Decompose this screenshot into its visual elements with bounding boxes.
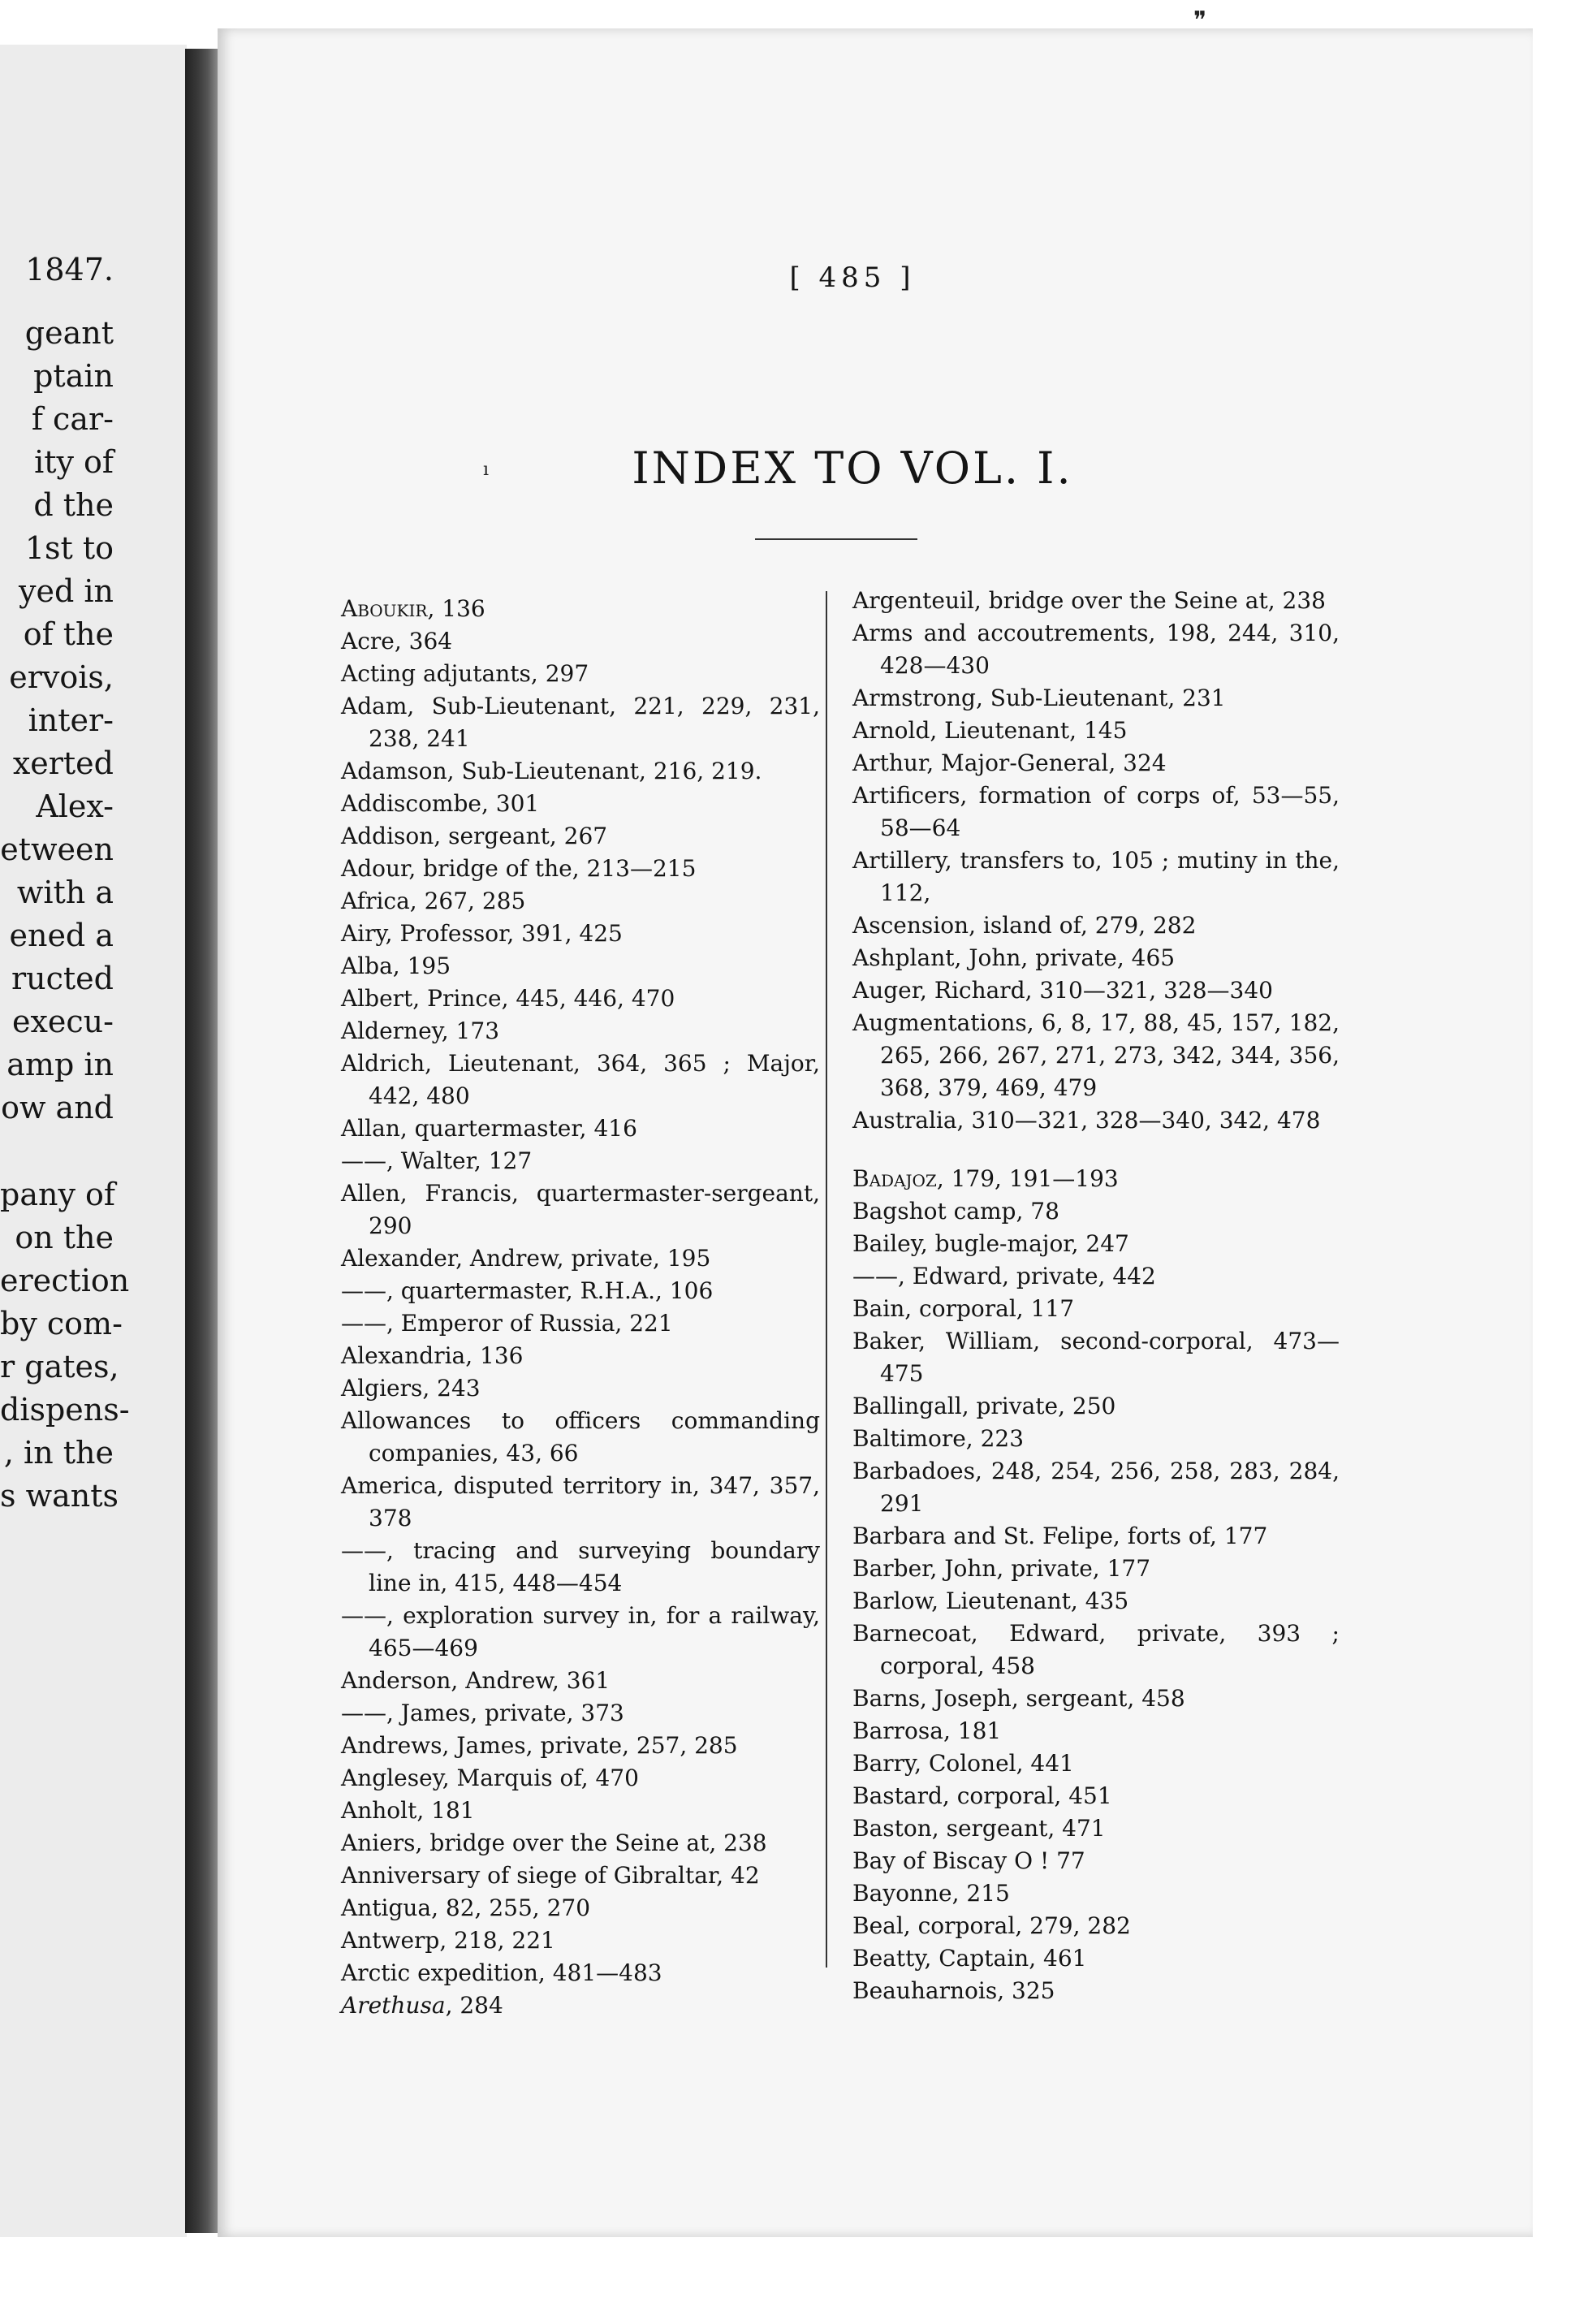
index-entry-text: ——, exploration survey in, for a railway, 465—469 [341, 1602, 820, 1661]
previous-page-line: s wants [0, 1478, 119, 1514]
index-entry-text: Addiscombe, 301 [341, 790, 540, 817]
index-entry-text: Addison, sergeant, 267 [341, 823, 608, 849]
title-rule-divider [755, 538, 917, 540]
previous-page-line: ity of [34, 444, 114, 480]
index-entry [341, 1048, 820, 1112]
index-entry-text: Ascension, island of, 279, 282 [852, 912, 1197, 939]
index-column-left [341, 593, 820, 2022]
index-entry [341, 1242, 820, 1275]
index-entry-text: Anderson, Andrew, 361 [341, 1667, 611, 1694]
index-entry-text: ——, quartermaster, R.H.A., 106 [341, 1277, 714, 1304]
index-entry [341, 625, 820, 658]
index-entry [341, 885, 820, 918]
index-entry-text: Barbadoes, 248, 254, 256, 258, 283, 284, 291 [852, 1458, 1340, 1517]
previous-page-line: geant [24, 315, 114, 351]
index-entry-text: Aniers, bridge over the Seine at, 238 [341, 1829, 767, 1856]
index-entry [341, 1307, 820, 1340]
index-entry [341, 1600, 820, 1665]
index-entry-text: Bayonne, 215 [852, 1880, 1010, 1907]
index-entry-text: Alderney, 173 [341, 1017, 500, 1044]
previous-page-line: 1847. [25, 252, 114, 287]
index-entry [341, 1860, 820, 1892]
index-entry-text: Andrews, James, private, 257, 285 [341, 1732, 738, 1759]
index-entry [341, 1535, 820, 1600]
index-entry [852, 1455, 1340, 1520]
index-entry [852, 1553, 1340, 1585]
page-number-header: [ 485 ] [789, 261, 916, 294]
index-entry-text: Armstrong, Sub-Lieutenant, 231 [852, 685, 1226, 711]
index-entry-text: Augmentations, 6, 8, 17, 88, 45, 157, 182, 265, 266, 267, 271, 273, 342, 344, 356, 368, 379, 469, 479 [852, 1009, 1340, 1101]
index-entry [852, 1007, 1340, 1104]
index-entry [341, 1892, 820, 1924]
index-entry [341, 950, 820, 983]
index-entry [341, 1827, 820, 1860]
index-entry [852, 1390, 1340, 1423]
previous-page-line: d the [33, 487, 114, 523]
index-entry [341, 593, 820, 625]
index-entry [341, 1795, 820, 1827]
previous-page-line: execu- [11, 1004, 114, 1039]
index-entry-text: Artificers, formation of corps of, 53—55, 58—64 [852, 782, 1340, 841]
index-entry [852, 1975, 1340, 2007]
index-entry [341, 1372, 820, 1405]
previous-page-line: dispens- [0, 1392, 130, 1428]
index-entry [852, 1228, 1340, 1260]
index-entry [341, 1957, 820, 1989]
previous-page-line: xerted [12, 745, 114, 781]
column-divider [826, 591, 827, 1968]
previous-page-line: inter- [28, 702, 114, 738]
index-entry [341, 1405, 820, 1470]
index-entry [852, 1618, 1340, 1683]
index-entry-text: Anglesey, Marquis of, 470 [341, 1765, 639, 1791]
index-entry [852, 909, 1340, 942]
index-entry-text: , 136 [427, 595, 485, 622]
index-entry [852, 1845, 1340, 1877]
index-entry-text: Alexander, Andrew, private, 195 [341, 1245, 711, 1272]
index-entry-text: Adam, Sub-Lieutenant, 221, 229, 231, 238, 241 [341, 693, 820, 752]
index-entry [341, 1275, 820, 1307]
index-entry [341, 1145, 820, 1177]
previous-page-line: ructed [11, 961, 114, 996]
index-entry-text: Antwerp, 218, 221 [341, 1927, 555, 1954]
index-entry-text: Barns, Joseph, sergeant, 458 [852, 1685, 1185, 1712]
previous-page-line: f car- [31, 401, 114, 437]
index-entry [341, 1112, 820, 1145]
index-entry [341, 1177, 820, 1242]
index-entry [341, 1697, 820, 1730]
index-entry [852, 780, 1340, 845]
index-entry [852, 682, 1340, 715]
index-entry [852, 715, 1340, 747]
index-entry-text: Acre, 364 [341, 628, 453, 654]
index-entry-text: Anniversary of siege of Gibraltar, 42 [341, 1862, 760, 1889]
index-entry [852, 1715, 1340, 1747]
index-entry-text: Auger, Richard, 310—321, 328—340 [852, 977, 1273, 1004]
index-entry-text: Adamson, Sub-Lieutenant, 216, 219. [341, 758, 762, 784]
index-entry [341, 1340, 820, 1372]
index-entry-text: Baltimore, 223 [852, 1425, 1025, 1452]
index-entry [341, 755, 820, 788]
index-entry-heading: Aboukir [341, 595, 428, 622]
index-entry [341, 918, 820, 950]
index-entry [852, 1520, 1340, 1553]
index-entry-text: Airy, Professor, 391, 425 [341, 920, 623, 947]
index-entry-text: Bailey, bugle-major, 247 [852, 1230, 1129, 1257]
index-entry-text: Barlow, Lieutenant, 435 [852, 1587, 1129, 1614]
previous-page-line: ptain [33, 358, 114, 394]
index-entry [852, 1877, 1340, 1910]
index-entry [341, 788, 820, 820]
index-entry [341, 1665, 820, 1697]
index-entry-text: Barrosa, 181 [852, 1717, 1002, 1744]
index-entry-text: Bastard, corporal, 451 [852, 1782, 1112, 1809]
index-entry [341, 853, 820, 885]
index-entry [852, 974, 1340, 1007]
book-spine-shadow [185, 49, 218, 2233]
previous-page-line: yed in [19, 573, 114, 609]
previous-page-line: on the [15, 1220, 114, 1255]
index-entry-text: Albert, Prince, 445, 446, 470 [341, 985, 675, 1012]
index-entry-text: Antigua, 82, 255, 270 [341, 1894, 591, 1921]
index-entry [852, 747, 1340, 780]
index-entry-text: Acting adjutants, 297 [341, 660, 589, 687]
index-entry [852, 1683, 1340, 1715]
index-entry [852, 845, 1340, 909]
index-entry [852, 1293, 1340, 1325]
index-entry [852, 1104, 1340, 1137]
index-entry [341, 1762, 820, 1795]
previous-page-line: ow and [1, 1090, 114, 1125]
page-title: INDEX TO VOL. I. [632, 443, 1073, 494]
previous-page-line: ened a [9, 918, 114, 953]
index-entry-heading: Badajoz [852, 1165, 937, 1192]
previous-page-line: ervois, [9, 659, 114, 695]
index-entry-text: Barnecoat, Edward, private, 393 ; corporal, 458 [852, 1620, 1340, 1679]
index-entry-text: Beal, corporal, 279, 282 [852, 1912, 1131, 1939]
index-entry-text: Argenteuil, bridge over the Seine at, 238 [852, 587, 1326, 614]
index-column-right [852, 585, 1340, 2007]
index-entry-text: Baston, sergeant, 471 [852, 1815, 1106, 1842]
index-entry-text: ——, tracing and surveying boundary line in, 415, 448—454 [341, 1537, 820, 1596]
index-entry-text: Barry, Colonel, 441 [852, 1750, 1074, 1777]
index-entry-text: Bagshot camp, 78 [852, 1198, 1059, 1225]
scan-speck: ı [483, 460, 490, 480]
previous-page-line: pany of [0, 1177, 115, 1212]
index-entry-text: Baker, William, second-corporal, 473—475 [852, 1328, 1340, 1387]
index-entry-text: , 179, 191—193 [936, 1165, 1119, 1192]
index-entry-text: , 284 [445, 1992, 503, 2019]
previous-page-line: with a [16, 875, 114, 910]
index-entry [852, 585, 1340, 617]
index-entry [852, 1195, 1340, 1228]
index-entry [852, 942, 1340, 974]
previous-page-line: erection [0, 1263, 130, 1298]
index-entry [852, 1780, 1340, 1812]
previous-page-line: by com- [0, 1306, 123, 1341]
index-entry-text: Barbara and St. Felipe, forts of, 177 [852, 1523, 1268, 1549]
index-entry [341, 1730, 820, 1762]
index-entry-text: Beauharnois, 325 [852, 1977, 1055, 2004]
index-entry-text: ——, Walter, 127 [341, 1147, 533, 1174]
index-entry-text: Beatty, Captain, 461 [852, 1945, 1087, 1972]
index-entry-text: Adour, bridge of the, 213—215 [341, 855, 697, 882]
previous-page-line: of the [23, 616, 114, 652]
index-entry-text: America, disputed territory in, 347, 357, 378 [341, 1472, 820, 1531]
index-entry [341, 820, 820, 853]
index-entry-text: Arctic expedition, 481—483 [341, 1959, 662, 1986]
index-entry-text: ——, Edward, private, 442 [852, 1263, 1156, 1289]
page-corner-blemish-icon: ❞ [1193, 6, 1207, 35]
previous-page-line: 1st to [24, 530, 114, 566]
index-entry [852, 1423, 1340, 1455]
index-entry [341, 1989, 820, 2022]
index-entry-text: Arthur, Major-General, 324 [852, 749, 1167, 776]
index-entry [852, 1163, 1340, 1195]
index-entry-text: ——, James, private, 373 [341, 1700, 624, 1726]
index-entry-text: Africa, 267, 285 [341, 888, 526, 914]
index-entry-text: Artillery, transfers to, 105 ; mutiny in the, 112, [852, 847, 1340, 906]
index-entry-text: Algiers, 243 [341, 1375, 481, 1402]
index-entry [852, 1812, 1340, 1845]
index-entry-text: Arnold, Lieutenant, 145 [852, 717, 1128, 744]
index-entry [341, 1924, 820, 1957]
index-entry-text: Bay of Biscay O ! 77 [852, 1847, 1085, 1874]
index-entry [341, 983, 820, 1015]
previous-page-line: r gates, [0, 1349, 119, 1384]
previous-page-line: , in the [3, 1435, 114, 1471]
index-entry [341, 658, 820, 690]
previous-page-line: etween [0, 832, 114, 867]
index-entry-text: Bain, corporal, 117 [852, 1295, 1075, 1322]
index-entry [852, 617, 1340, 682]
index-entry-text: Barber, John, private, 177 [852, 1555, 1151, 1582]
previous-page-line: amp in [6, 1047, 114, 1082]
index-entry [852, 1910, 1340, 1942]
index-entry [852, 1942, 1340, 1975]
index-entry [341, 690, 820, 755]
index-entry-text: Australia, 310—321, 328—340, 342, 478 [852, 1107, 1321, 1134]
index-entry-text: Ballingall, private, 250 [852, 1393, 1116, 1419]
index-entry-heading: Arethusa [341, 1992, 446, 2019]
index-entry [852, 1585, 1340, 1618]
index-entry [341, 1470, 820, 1535]
index-entry [852, 1260, 1340, 1293]
index-entry-text: Anholt, 181 [341, 1797, 475, 1824]
index-entry-text: Allen, Francis, quartermaster-sergeant, 290 [341, 1180, 820, 1239]
index-entry-text: Ashplant, John, private, 465 [852, 944, 1176, 971]
index-entry-text: Alba, 195 [341, 952, 451, 979]
index-entry [852, 1747, 1340, 1780]
index-entry-text: Allan, quartermaster, 416 [341, 1115, 637, 1142]
index-entry-text: Allowances to officers commanding companies, 43, 66 [341, 1407, 820, 1467]
index-entry-text: ——, Emperor of Russia, 221 [341, 1310, 673, 1337]
previous-page-line: Alex- [36, 788, 114, 824]
index-entry [341, 1015, 820, 1048]
index-entry-text: Alexandria, 136 [341, 1342, 524, 1369]
index-entry-text: Aldrich, Lieutenant, 364, 365 ; Major, 442, 480 [341, 1050, 820, 1109]
index-entry-text: Arms and accoutrements, 198, 244, 310, 428—430 [852, 620, 1340, 679]
index-entry [852, 1325, 1340, 1390]
